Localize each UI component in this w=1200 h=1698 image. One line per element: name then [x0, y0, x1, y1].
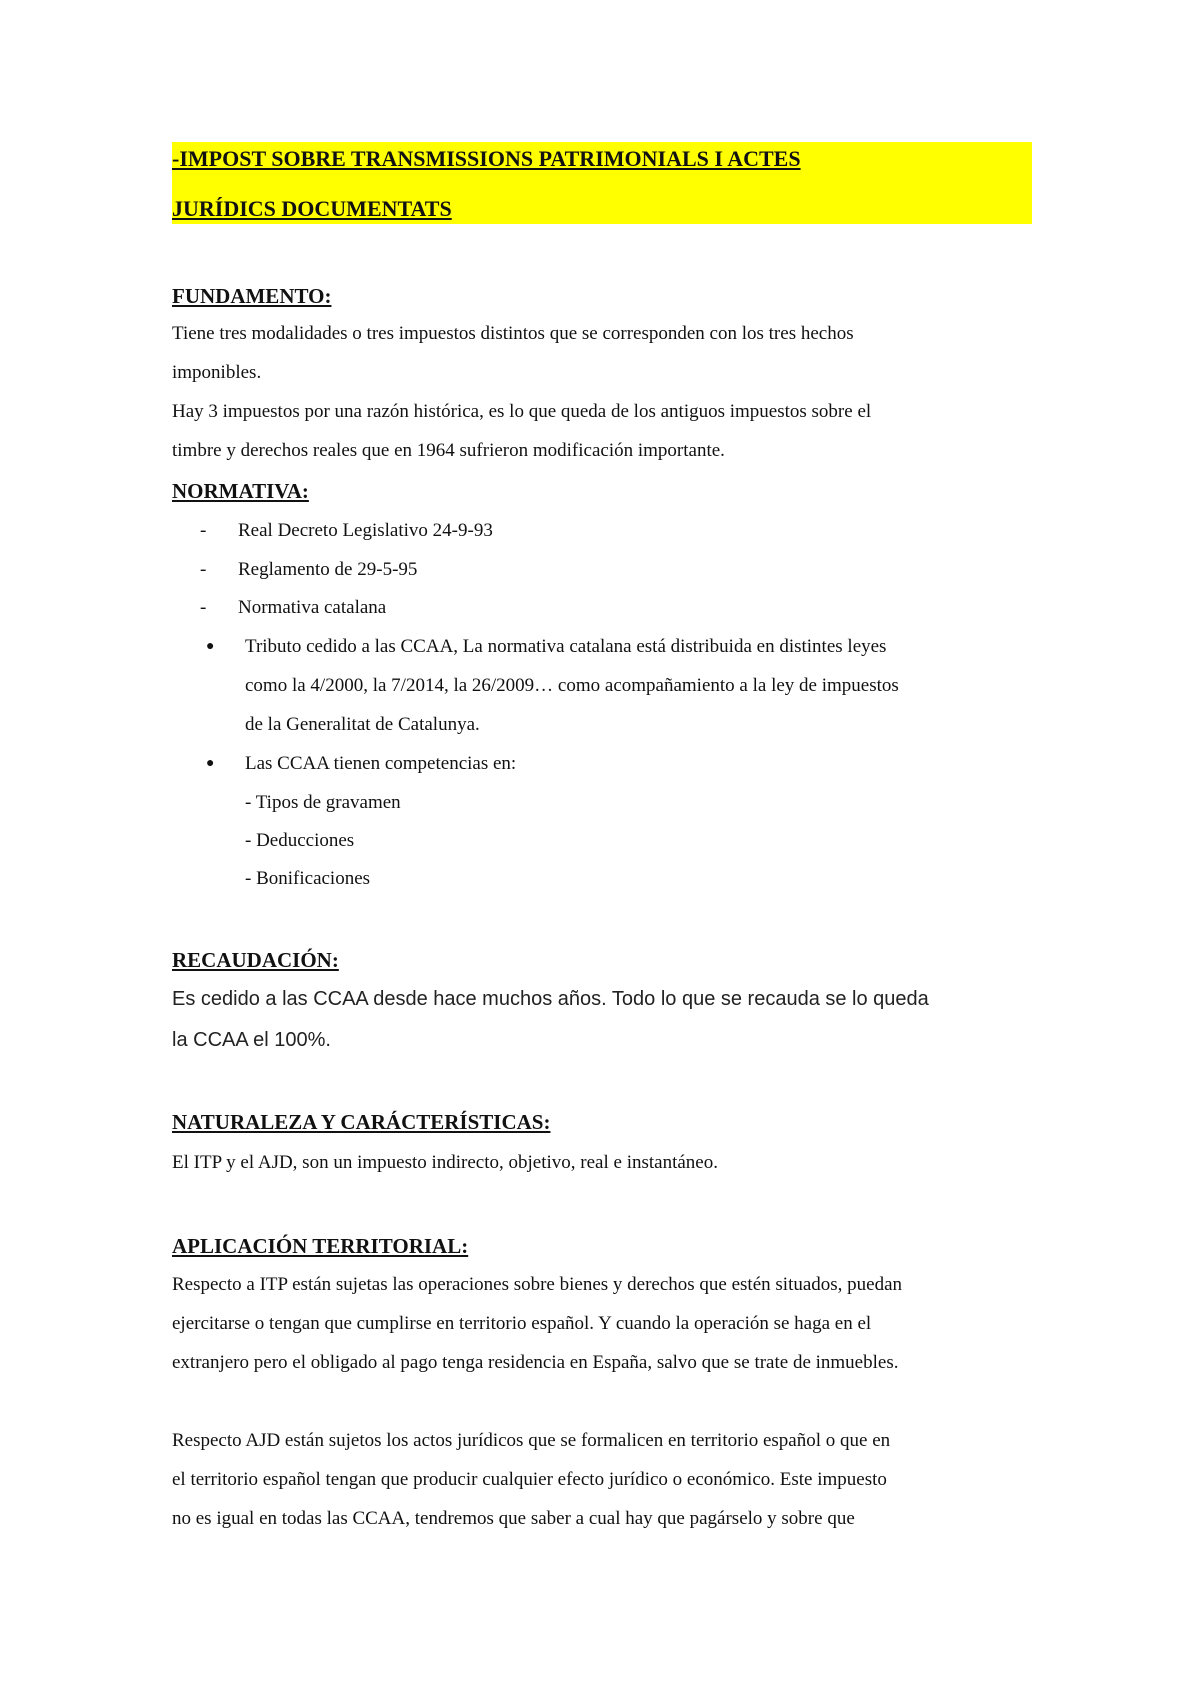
heading-normativa: NORMATIVA: — [172, 479, 309, 503]
fundamento-line: Tiene tres modalidades o tres impuestos distintos que se corresponden con los tres hechos — [172, 323, 854, 344]
dash-marker: - — [200, 520, 207, 541]
dash-item-text: Reglamento de 29-5-95 — [238, 559, 418, 580]
heading-recaudacion: RECAUDACIÓN: — [172, 948, 339, 972]
dash-marker: - — [200, 559, 207, 580]
document-title-line-2: JURÍDICS DOCUMENTATS — [172, 196, 452, 221]
normativa-bullet-item — [206, 636, 886, 658]
dash-item-text: Normativa catalana — [238, 597, 387, 618]
fundamento-line: imponibles. — [172, 362, 262, 383]
normativa-dash-item — [200, 597, 386, 619]
heading-aplicacion: APLICACIÓN TERRITORIAL: — [172, 1234, 469, 1258]
recaudacion-line: Es cedido a las CCAA desde hace muchos años. Todo lo que se recauda se lo queda — [172, 988, 929, 1010]
heading-fundamento: FUNDAMENTO: — [172, 284, 332, 308]
heading-naturaleza: NATURALEZA Y CARÁCTERÍSTICAS: — [172, 1110, 551, 1134]
bullet-continuation: de la Generalitat de Catalunya. — [245, 714, 480, 735]
fundamento-line: timbre y derechos reales que en 1964 sufrieron modificación importante. — [172, 440, 725, 461]
bullet-continuation: como la 4/2000, la 7/2014, la 26/2009… como acompañamiento a la ley de impuestos — [245, 675, 899, 696]
bullet-icon: ● — [206, 756, 215, 771]
competencia-item: - Tipos de gravamen — [245, 792, 401, 813]
recaudacion-line: la CCAA el 100%. — [172, 1029, 331, 1051]
competencia-item: - Bonificaciones — [245, 868, 371, 889]
aplicacion-line: Respecto AJD están sujetos los actos jurídicos que se formalicen en territorio español o que en — [172, 1430, 891, 1451]
aplicacion-line: extranjero pero el obligado al pago tenga residencia en España, salvo que se trate de inmuebles. — [172, 1352, 899, 1373]
competencia-item: - Deducciones — [245, 830, 355, 851]
normativa-dash-item — [200, 520, 493, 542]
dash-item-text: Real Decreto Legislativo 24-9-93 — [238, 520, 493, 541]
bullet-icon: ● — [206, 639, 215, 654]
aplicacion-line: no es igual en todas las CCAA, tendremos que saber a cual hay que pagárselo y sobre que — [172, 1508, 855, 1529]
aplicacion-line: Respecto a ITP están sujetas las operaciones sobre bienes y derechos que estén situados, puedan — [172, 1274, 903, 1295]
document-title-line-1: -IMPOST SOBRE TRANSMISSIONS PATRIMONIALS I ACTES — [172, 146, 801, 171]
bullet-text: Las CCAA tienen competencias en: — [245, 753, 517, 774]
fundamento-line: Hay 3 impuestos por una razón histórica, es lo que queda de los antiguos impuestos sobre el — [172, 401, 872, 422]
normativa-dash-item — [200, 559, 417, 581]
bullet-text: Tributo cedido a las CCAA, La normativa catalana está distribuida en distintes leyes — [245, 636, 887, 657]
dash-marker: - — [200, 597, 207, 618]
normativa-bullet-item — [206, 753, 516, 775]
naturaleza-line: El ITP y el AJD, son un impuesto indirecto, objetivo, real e instantáneo. — [172, 1152, 718, 1173]
aplicacion-line: ejercitarse o tengan que cumplirse en territorio español. Y cuando la operación se haga en el — [172, 1313, 872, 1334]
aplicacion-line: el territorio español tengan que producir cualquier efecto jurídico o económico. Este impuesto — [172, 1469, 887, 1490]
